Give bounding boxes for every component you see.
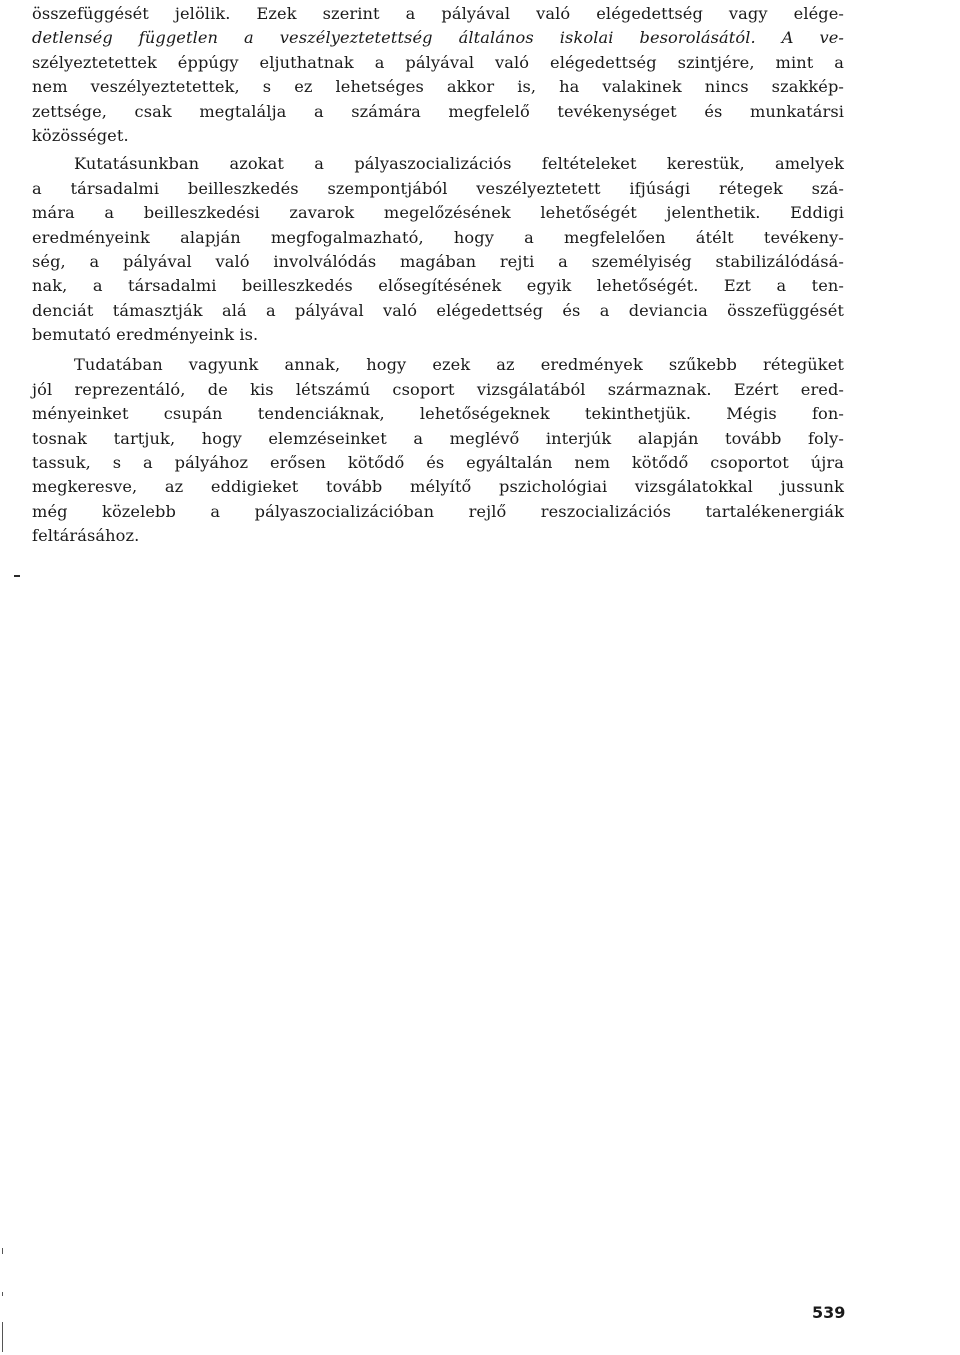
text-line: zettsége, csak megtalálja a számára megfelelő tevékenységet és munkatársi [32, 101, 844, 121]
text-line: tassuk, s a pályához erősen kötődő és egyáltalán nem kötődő csoportot újra [32, 453, 844, 473]
text-line: a társadalmi beilleszkedés szempontjából veszélyeztetett ifjúsági rétegek szá- [32, 178, 844, 198]
margin-mark [2, 1322, 3, 1352]
text-line: Kutatásunkban azokat a pályaszocializációs feltételeket kerestük, amelyek [74, 154, 844, 174]
text-line: ményeinket csupán tendenciáknak, lehetőségeknek tekinthetjük. Mégis fon- [32, 404, 844, 424]
text-line: összefüggését jelölik. Ezek szerint a pályával való elégedettség vagy elége- [32, 4, 844, 23]
text-line: detlenség független a veszélyeztetettség általános iskolai besorolásától. A ve- [32, 28, 844, 48]
text-line: tosnak tartjuk, hogy elemzéseinket a meglévő interjúk alapján tovább foly- [32, 428, 844, 448]
text-line: jól reprezentáló, de kis létszámú csoport vizsgálatából származnak. Ezért ered- [32, 379, 844, 399]
print-mark [14, 575, 20, 577]
paragraph-2 [32, 152, 844, 347]
margin-mark [2, 1248, 3, 1254]
paragraph-1 [32, 2, 844, 148]
page-number: 539 [812, 1303, 846, 1322]
text-line: megkeresve, az eddigieket tovább mélyítő pszichológiai vizsgálatokkal jussunk [32, 477, 844, 497]
text-line: bemutató eredményeink is. [32, 325, 259, 345]
paragraph-3 [32, 353, 844, 548]
text-line: ség, a pályával való involválódás magában rejti a személyiség stabilizálódásá- [32, 251, 844, 271]
text-line: nem veszélyeztetettek, s ez lehetséges akkor is, ha valakinek nincs szakkép- [32, 77, 844, 97]
text-line: még közelebb a pályaszocializációban rejlő reszocializációs tartalékenergiák [32, 501, 844, 521]
text-line: közösséget. [32, 125, 129, 145]
text-line: nak, a társadalmi beilleszkedés elősegítésének egyik lehetőségét. Ezt a ten- [32, 276, 844, 296]
text-line: feltárásához. [32, 526, 140, 546]
text-line: eredményeink alapján megfogalmazható, hogy a megfelelően átélt tevékeny- [32, 227, 844, 247]
text-line: denciát támasztják alá a pályával való elégedettség és a deviancia összefüggését [32, 300, 844, 320]
text-line: szélyeztetettek éppúgy eljuthatnak a pályával való elégedettség szintjére, mint a [32, 52, 844, 72]
margin-mark [2, 1292, 3, 1296]
text-line: mára a beilleszkedési zavarok megelőzésének lehetőségét jelenthetik. Eddigi [32, 203, 844, 223]
body-text [32, 0, 844, 549]
text-line: Tudatában vagyunk annak, hogy ezek az eredmények szűkebb rétegüket [74, 355, 844, 375]
